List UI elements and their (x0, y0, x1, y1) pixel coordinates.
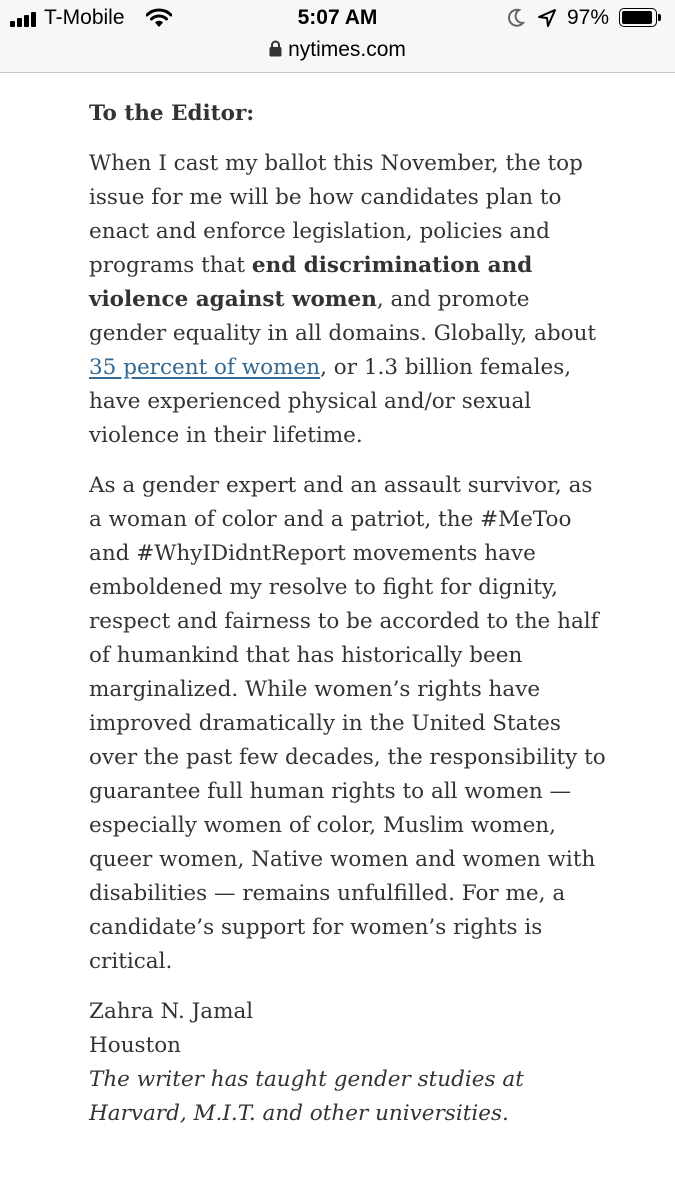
status-time: 5:07 AM (297, 6, 378, 29)
paragraph-1 (89, 147, 609, 453)
battery-fill (622, 11, 652, 24)
author-name: Zahra N. Jamal (89, 999, 254, 1024)
battery-tip (658, 14, 661, 21)
paragraph-1-text-b: , and promote gender equality in all domains. Globally, about (89, 287, 597, 346)
domain-label: nytimes.com (288, 38, 406, 61)
cutoff-line (89, 60, 289, 74)
author-city: Houston (89, 1033, 182, 1058)
location-arrow-icon (537, 8, 557, 33)
paragraph-2: As a gender expert and an assault survivor, as a woman of color and a patriot, the #MeToo and #WhyIDidntReport movements have emboldened my resolve to fight for dignity, respect and fairness to be accorded to the half of humankind that has historically been marginalized. While women’s rights have improved dramatically in the United States over the past few decades, the responsibility to guarantee full human rights to all women — especially women of color, Muslim women, queer women, Native women and women with disabilities — remains unfulfilled. For me, a candidate’s support for women’s rights is critical. (89, 473, 606, 974)
moon-icon (507, 8, 525, 33)
status-bar (0, 0, 675, 38)
battery-icon (619, 8, 657, 27)
signature-block (89, 995, 609, 1131)
letter-body (89, 97, 609, 1131)
paragraph-1-text-a: When I cast my ballot this November, the top issue for me will be how candidates plan to enact and enforce legislation, policies and programs that (89, 151, 583, 278)
carrier-name: T-Mobile (44, 6, 125, 29)
paragraph-1-bold: end discrimination and violence against women (89, 253, 533, 312)
paragraph-1-text-c: , or 1.3 billion females, have experienced physical and/or sexual violence in their lifetime. (89, 355, 572, 448)
battery-percent: 97% (567, 6, 610, 29)
author-note: The writer has taught gender studies at Harvard, M.I.T. and other universities. (89, 1067, 524, 1126)
salutation: To the Editor: (89, 101, 255, 126)
statistic-link[interactable]: 35 percent of women (89, 355, 321, 380)
